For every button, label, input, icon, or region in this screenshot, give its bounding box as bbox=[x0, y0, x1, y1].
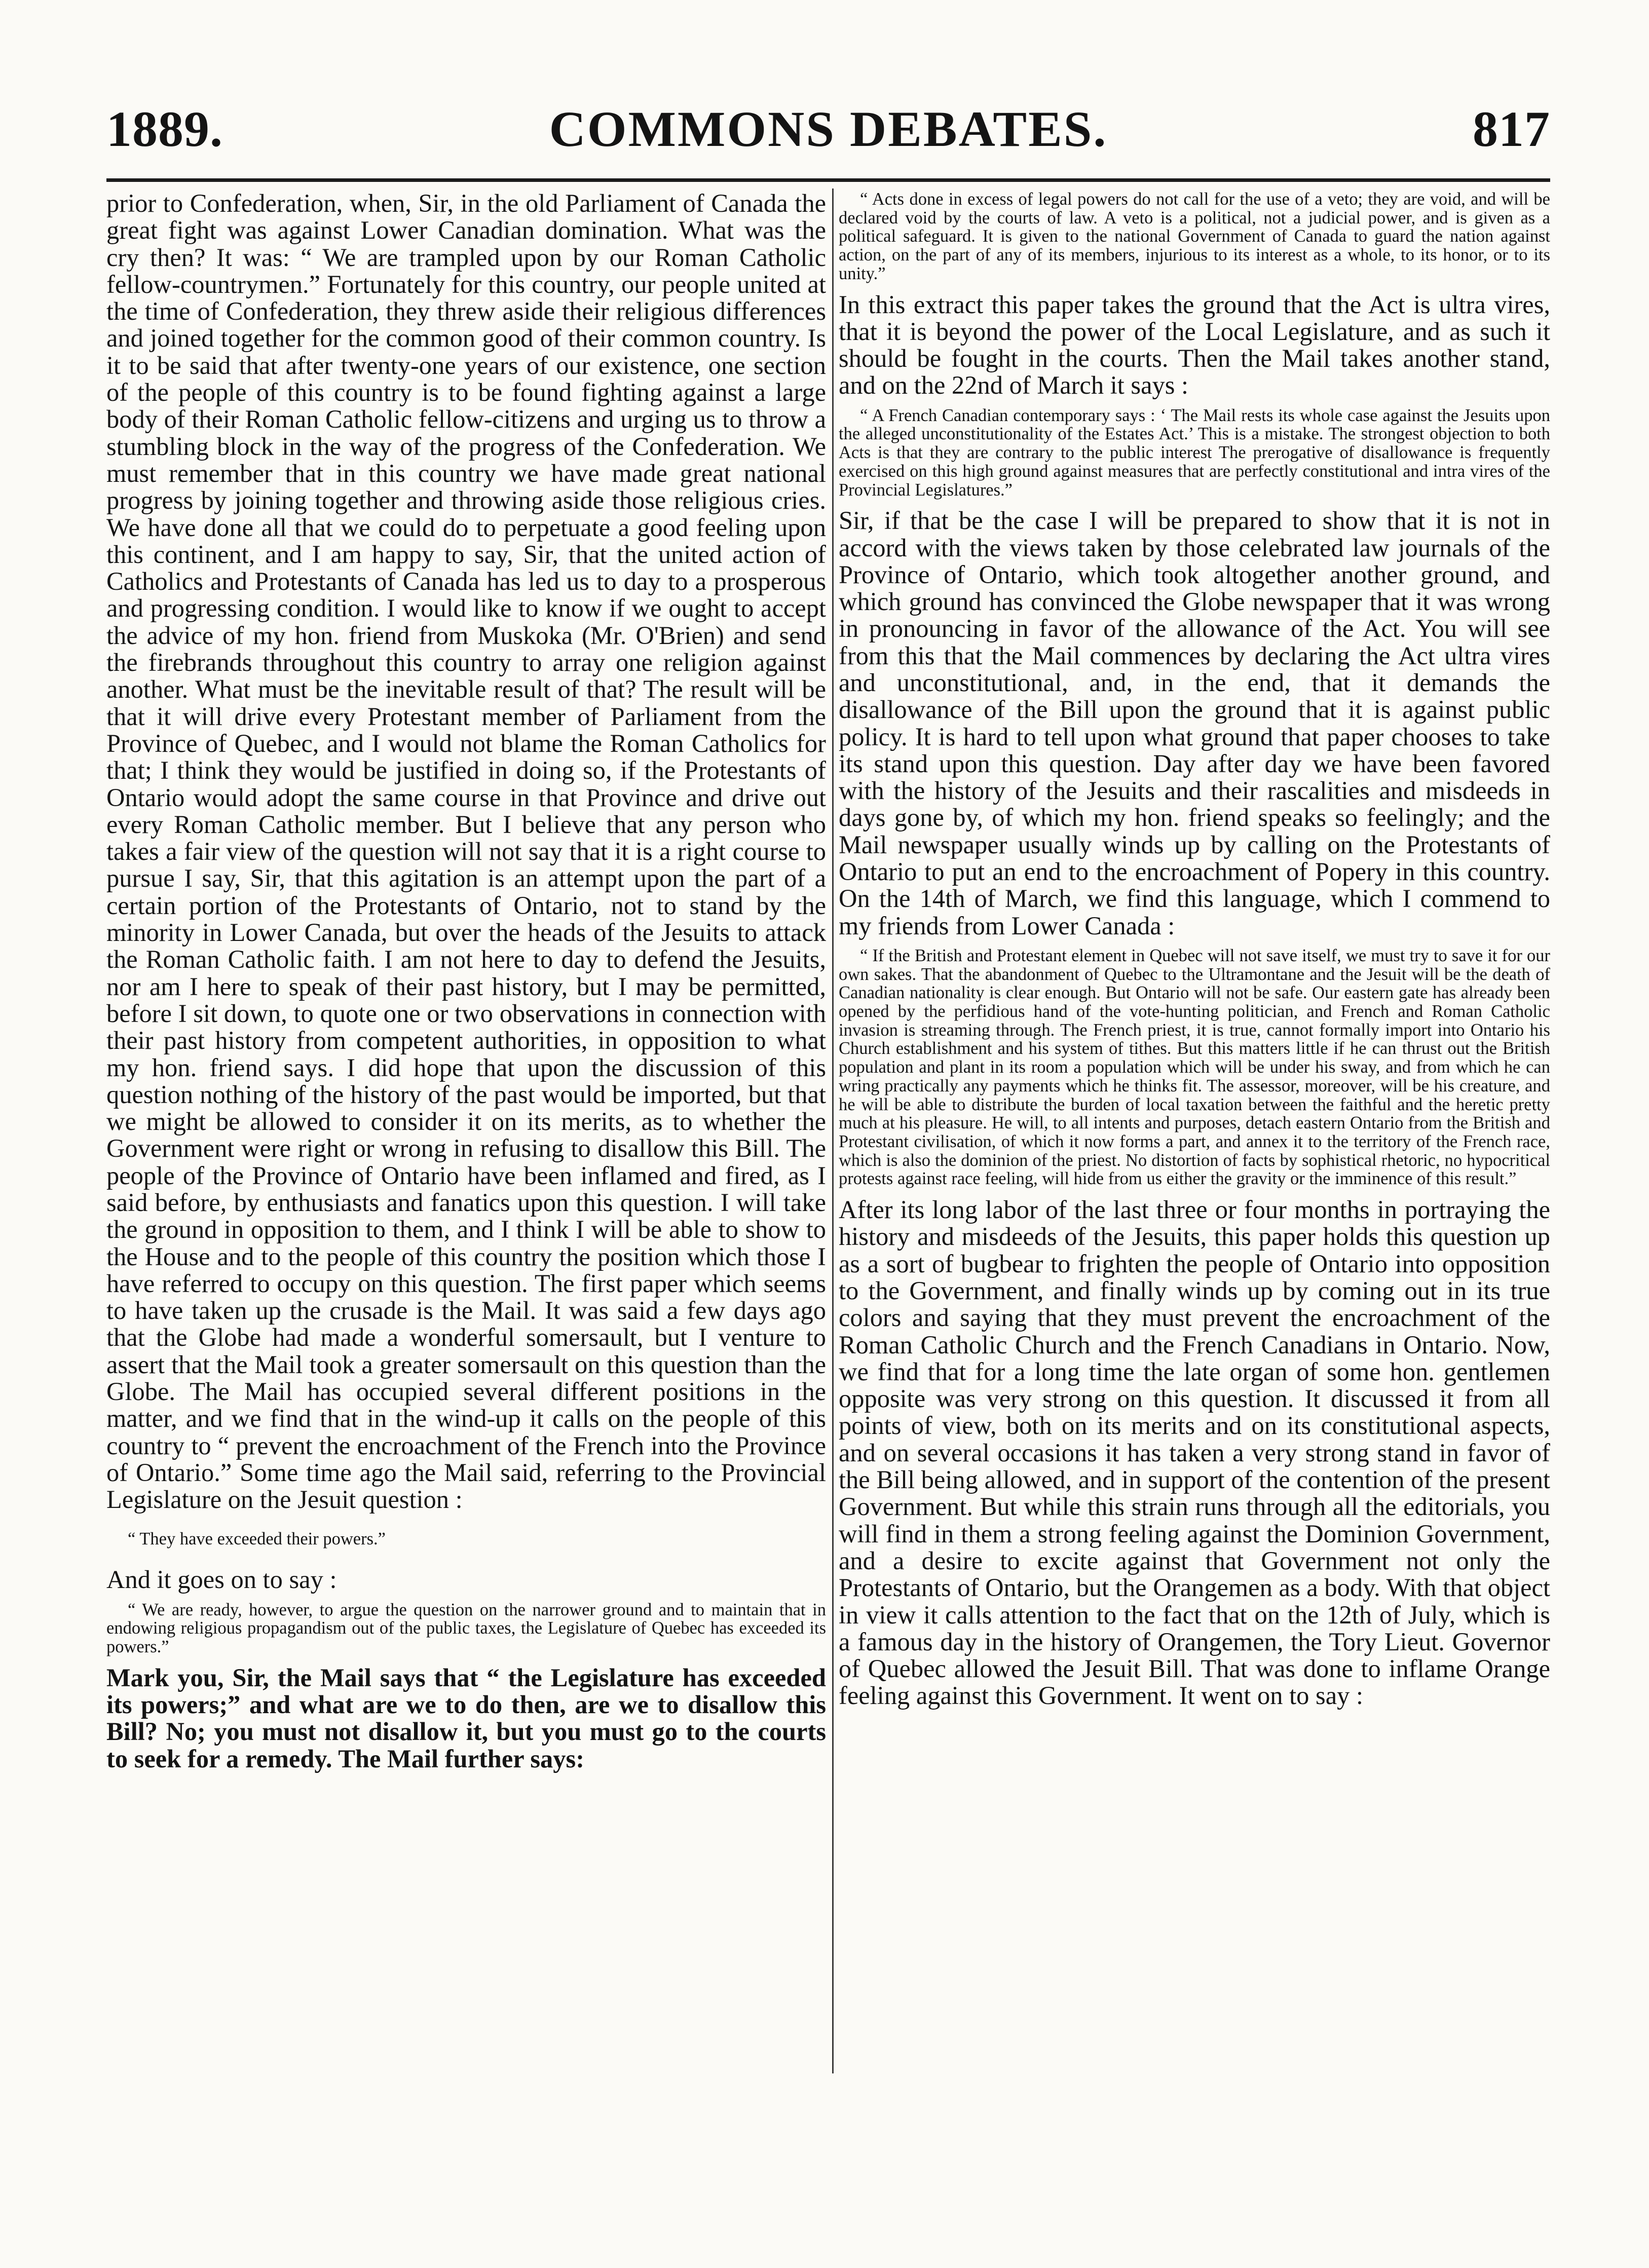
right-paragraph-2: Sir, if that be the case I will be prepared to show that it is not in accord with the views taken by those celebrated law journals of the Province of Ontario, which took altogether another ground, and which ground has convinced the Globe newspaper that it was wrong in pronouncing in favor of the allowance of the Act. You will see from this that the Mail commences by declaring the Act ultra vires and unconstitutional, and, in the end, that it demands the disallowance of the Bill upon the ground that it is against public policy. It is hard to tell upon what ground that paper chooses to take its stand upon this question. Day after day we have been favored with the history of the Jesuits and their rascalities and misdeeds in days gone by, of which my hon. friend speaks so feelingly; and the Mail newspaper usually winds up by calling on the Protestants of Ontario to put an end to the encroachment of Popery in this country. On the 14th of March, we find this language, which I commend to my friends from Lower Canada : bbox=[839, 506, 1550, 940]
right-quote-2: “ A French Canadian contemporary says : ‘ The Mail rests its whole case against the Jesuits upon the alleged unconstitutionality of the Estates Act.’ This is a mistake. The strongest objection to both Acts is that they are contrary to the public interest The prerogative of disallowance is frequently exercised on this high ground against measures that are perfectly constitutional and intra vires of the Provincial Legislatures.” bbox=[839, 405, 1550, 500]
left-quote-1: “ They have exceeded their powers.” bbox=[128, 1529, 386, 1548]
column-divider bbox=[832, 188, 834, 2073]
right-paragraph-1: In this extract this paper takes the ground that the Act is ultra vires, that it is beyond the power of the Local Legislature, and as such it should be fought in the courts. Then the Mail takes another stand, and on the 22nd of March it says : bbox=[839, 290, 1550, 400]
right-quote-1: “ Acts done in excess of legal powers do not call for the use of a veto; they are void, and will be declared void by the courts of law. A veto is a political, not a judicial power, and is given as a political safeguard. It is given to the national Government of Canada to guard the nation against action, on the part of any of its members, injurious to its interest as a whole, to its honor, or to its unity.” bbox=[839, 190, 1550, 283]
right-quote-3: “ If the British and Protestant element in Quebec will not save itself, we must try to save it for our own sakes. That the abandonment of Quebec to the Ultramontane and the Jesuit will be the death of Canadian nationality is clear enough. But Ontario will not be safe. Our eastern gate has already been opened by the perfidious hand of the vote-hunting politician, and French and Roman Catholic invasion is streaming through. The French priest, it is true, cannot formally import into Ontario his Church establishment and his system of tithes. But this matters little if he can thrust out the British population and plant in its room a population which will be under his sway, and from which he can wring practically any payments which he thinks fit. The assessor, moreover, will be his creature, and he will be able to distribute the burden of local taxation between the faithful and the heretic pretty much at his pleasure. He will, to all intents and purposes, detach eastern Ontario from the British and Protestant civilisation, of which it now forms a part, and annex it to the territory of the French race, which is also the dominion of the priest. No distortion of facts by sophistical rhetoric, no hypocritical protests against race feeling, will hide from us either the gravity or the imminence of this result.” bbox=[839, 946, 1550, 1189]
page-header bbox=[106, 96, 1550, 172]
left-quote-2: “ We are ready, however, to argue the question on the narrower ground and to maintain that in endowing religious propagandism out of the public taxes, the Legislature of Quebec has exceeded its powers.” bbox=[106, 1600, 826, 1656]
left-column bbox=[106, 190, 826, 1772]
right-column bbox=[839, 190, 1550, 1710]
right-paragraph-3: After its long labor of the last three or four months in portraying the history and misdeeds of the Jesuits, this paper holds this question up as a sort of bugbear to frighten the people of Ontario into opposition to the Government, and finally winds up by coming out in its true colors and saying that they must prevent the encroachment of the Roman Catholic Church and the French Canadians in Ontario. Now, we find that for a long time the late organ of some hon. gentlemen opposite was very strong on this question. It discussed it from all points of view, both on its merits and on its constitutional aspects, and on several occasions it has taken a very strong stand in favor of the Bill being allowed, and in support of the contention of the present Government. But while this strain runs through all the editorials, you will find in them a strong feeling against the Dominion Government, and a desire to excite against that Government not only the Protestants of Ontario, but the Orangemen as a body. With that object in view it calls attention to the fact that on the 12th of July, which is a famous day in the history of Orangemen, the Tory Lieut. Governor of Quebec allowed the Jesuit Bill. That was done to inflame Orange feeling against this Government. It went on to say : bbox=[839, 1195, 1550, 1710]
header-page-number: 817 bbox=[1473, 101, 1550, 157]
left-paragraph-2: And it goes on to say : bbox=[106, 1565, 337, 1594]
header-title: COMMONS DEBATES. bbox=[549, 101, 1108, 157]
left-paragraph-1: prior to Confederation, when, Sir, in the old Parliament of Canada the great fight was against Lower Canadian domination. What was the cry then? It was: “ We are trampled upon by our Roman Catholic fellow-countrymen.” Fortunately for this country, our people united at the time of Confederation, they threw aside their religious differences and joined together for the common good of their common country. Is it to be said that after twenty-one years of our existence, one section of the people of this country is to be found fighting against a large body of their Roman Catholic fellow-citizens and urging us to throw a stumbling block in the way of the progress of the Confederation. We must remember that in this country we have made great national progress by joining together and throwing aside those religious cries. We have done all that we could do to perpetuate a good feeling upon this continent, and I am happy to say, Sir, that the united action of Catholics and Protestants of Canada has led us to day to a prosperous and progressing condition. I would like to know if we ought to accept the advice of my hon. friend from Muskoka (Mr. O'Brien) and send the firebrands throughout this country to array one religion against another. What must be the inevitable result of that? The result will be that it will drive every Protestant member of Parliament from the Province of Quebec, and I would not blame the Roman Catholics for that; I think they would be justified in doing so, if the Protestants of Ontario would adopt the same course in that Province and drive out every Roman Catholic member. But I believe that any person who takes a fair view of the question will not say that it is a right course to pursue I say, Sir, that this agitation is an attempt upon the part of a certain portion of the Protestants of Ontario, not to stand by the minority in Lower Canada, but over the heads of the Jesuits to attack the Roman Catholic faith. I am not here to day to defend the Jesuits, nor am I here to speak of their past history, but I may be permitted, before I sit down, to quote one or two observations in connection with their past history from competent authorities, in opposition to what my hon. friend says. I did hope that upon the discussion of this question nothing of the history of the past would be imported, but that we might be allowed to consider it on its merits, as to whether the Government were right or wrong in refusing to disallow this Bill. The people of the Province of Ontario have been inflamed and fired, as I said before, by enthusiasts and fanatics upon this question. I will take the ground in opposition to them, and I think I will be able to show to the House and to the people of this country the position which those I have referred to occupy on this question. The first paper which seems to have taken up the crusade is the Mail. It was said a few days ago that the Globe had made a wonderful somersault, but I venture to assert that the Mail took a greater somersault on this question than the Globe. The Mail has occupied several different positions in the matter, and we find that in the wind-up it calls on the people of this country to “ prevent the encroachment of the French into the Province of Ontario.” Some time ago the Mail said, referring to the Provincial Legislature on the Jesuit question : bbox=[106, 189, 826, 1514]
left-paragraph-3: Mark you, Sir, the Mail says that “ the Legislature has exceeded its powers;” and what are we to do then, are we to disallow this Bill? No; you must not disallow it, but you must go to the courts to seek for a remedy. The Mail further says: bbox=[106, 1663, 826, 1773]
header-rule bbox=[106, 178, 1550, 182]
header-year: 1889. bbox=[106, 101, 223, 157]
